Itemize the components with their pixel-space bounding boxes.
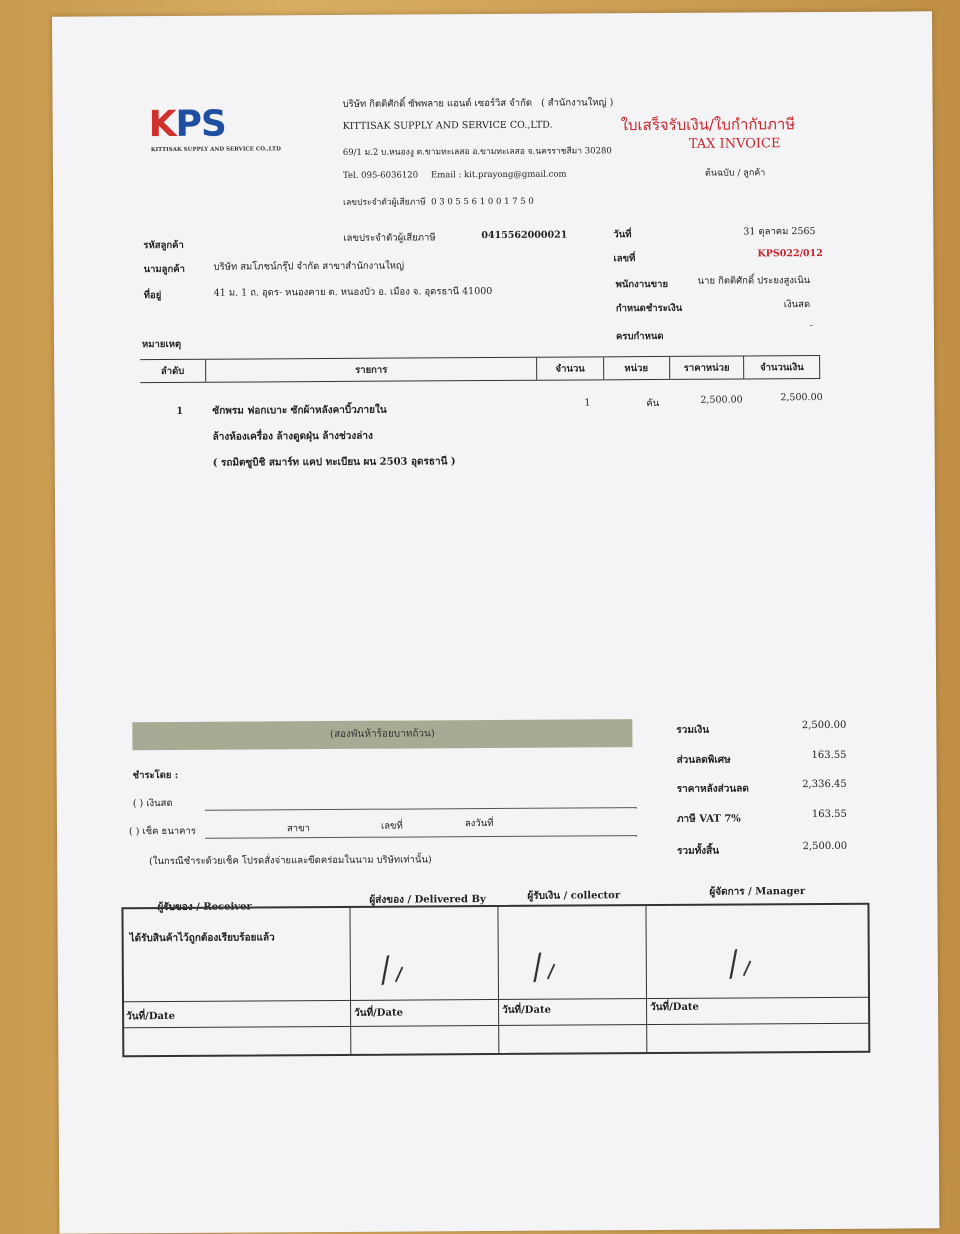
copy-label: ต้นฉบับ / ลูกค้า [704,168,766,179]
company-tax-id: เลขประจำตัวผู้เสียภาษี 0 3 0 5 5 6 1 0 0 1 7 5 0 [343,196,534,208]
payment-cash: ( ) เงินสด [132,797,173,810]
col-header-price: ราคาหน่วย [669,356,744,379]
sig-divider-1 [349,908,351,1054]
total-label-1: รวมเงิน [676,724,710,736]
col-header-unit: หน่วย [603,356,669,379]
doc-title-th: ใบเสร็จรับเงิน/ใบกำกับภาษี [620,115,796,135]
customer-addr-label: ที่อยู่ [143,290,162,302]
due-value: - [809,320,814,332]
company-name-th: บริษัท กิตติศักดิ์ ซัพพลาย แอนด์ เซอร์วิส จำกัด ( สำนักงานใหญ่ ) [342,97,614,110]
signature-mark-delivered: ⁄⸝ [376,945,412,992]
doc-no-label: เลขที่ [613,253,636,265]
company-email: Email : kit.prayong@gmail.com [430,169,567,181]
sales-value: นาย กิตติศักดิ์ ประยงสูงเนิน [697,275,811,287]
company-address: 69/1 ม.2 บ.หนองงู ต.ขามทะเลสอ อ.ขามทะเลสอ จ.นครราชสีมา 30280 [342,146,612,158]
sig-row-line-2 [124,1023,868,1029]
total-label-2: ส่วนลดพิเศษ [676,754,731,766]
date-label: วันที่ [613,229,632,241]
row-amount: 2,500.00 [780,391,823,404]
company-tel: Tel. 095-6036120 [342,170,419,181]
items-header-row [140,356,820,383]
row-desc-line-3: ( รถมิตซูบิชิ สมาร์ท แคป ทะเบียน ผน 2503 อุดรธานี ) [212,456,456,469]
col-header-no: ลำดับ [140,359,205,382]
sig-divider-2 [497,907,499,1053]
cheque-note: (ในกรณีชำระด้วยเช็ค โปรดสั่งจ่ายและขีดคร่อมในนาม บริษัทเท่านั้น) [149,854,432,868]
terms-value: เงินสด [783,299,811,311]
note-label: หมายเหตุ [141,338,182,351]
sales-label: พนักงานขาย [615,278,669,291]
doc-no-value: KPS022/012 [757,247,823,260]
payment-cheque: ( ) เช็ค ธนาคาร [128,825,196,838]
customer-tax-id: 0415562000021 [481,229,568,242]
customer-name-label: นามลูกค้า [143,263,185,276]
total-label-3: ราคาหลังส่วนลด [676,783,749,795]
date-label-delivered: วันที่/Date [354,1007,403,1019]
col-header-qty: จำนวน [537,357,603,380]
sig-head-manager: ผู้จัดการ / Manager [709,886,806,898]
row-qty: 1 [584,397,591,409]
sig-head-collector: ผู้รับเงิน / collector [527,890,621,902]
total-value-1: 2,500.00 [801,719,847,732]
received-text: ได้รับสินค้าไว้ถูกต้องเรียบร้อยแล้ว [129,932,275,945]
row-unit: คัน [646,397,660,410]
total-label-5: รวมทั้งสิ้น [677,845,720,857]
date-value: 31 ตุลาคม 2565 [743,226,816,238]
customer-tax-label: เลขประจำตัวผู้เสียภาษี [343,232,436,244]
cash-underline [205,807,637,811]
sig-row-line-1 [124,997,868,1003]
cheque-underline [205,835,637,839]
sig-divider-3 [645,906,647,1052]
cheque-number-label: เลขที่ [380,820,403,832]
row-price: 2,500.00 [700,394,743,406]
logo-subtitle: KITTISAK SUPPLY AND SERVICE CO.,LTD [150,146,281,154]
terms-label: กำหนดชำระเงิน [615,302,683,315]
customer-code-label: รหัสลูกค้า [143,239,184,252]
due-label: ครบกำหนด [615,330,664,343]
total-value-5: 2,500.00 [802,840,848,853]
items-table [140,355,820,383]
signature-grid [121,903,870,1058]
col-header-desc: รายการ [205,357,537,382]
signature-mark-collector: ⁄⸝ [528,942,564,989]
company-logo: KPS [148,103,227,146]
total-value-4: 163.55 [811,808,847,821]
customer-address: 41 ม. 1 ถ. อุดร- หนองคาย ต. หนองบัว อ. เมือง จ. อุดรธานี 41000 [213,286,493,299]
customer-name: บริษัท สมโภชน์กรุ๊ป จำกัด สาขาสำนักงานใหญ่ [213,260,405,273]
payment-by-label: ชำระโดย : [132,769,179,782]
company-name-en: KITTISAK SUPPLY AND SERVICE CO.,LTD. [342,119,553,132]
amount-in-words: (สองพันห้าร้อยบาทถ้วน) [132,719,632,750]
total-label-4: ภาษี VAT 7% [676,813,741,825]
date-label-collector: วันที่/Date [502,1004,551,1016]
total-value-3: 2,336.45 [802,778,847,791]
date-label-manager: วันที่/Date [650,1001,699,1014]
sig-head-delivered: ผู้ส่งของ / Delivered By [369,894,486,906]
date-label-receiver: วันที่/Date [126,1010,175,1023]
invoice-paper [52,11,939,1233]
cheque-date-label: ลงวันที่ [464,818,494,830]
doc-title-en: TAX INVOICE [688,136,781,152]
row-desc-line-2: ล้างห้องเครื่อง ล้างดูดฝุ่น ล้างช่วงล่าง [212,430,373,443]
row-no: 1 [176,405,184,417]
row-desc-line-1: ซักพรม ฟอกเบาะ ซักผ้าหลังคาบิ้วภายใน [212,404,387,417]
total-value-2: 163.55 [811,749,847,762]
col-header-amount: จำนวนเงิน [744,356,820,379]
sig-head-receiver: ผู้รับของ / Receiver [157,901,252,914]
signature-mark-manager: ⁄⸝ [724,939,760,986]
cheque-branch-label: สาขา [286,823,310,835]
